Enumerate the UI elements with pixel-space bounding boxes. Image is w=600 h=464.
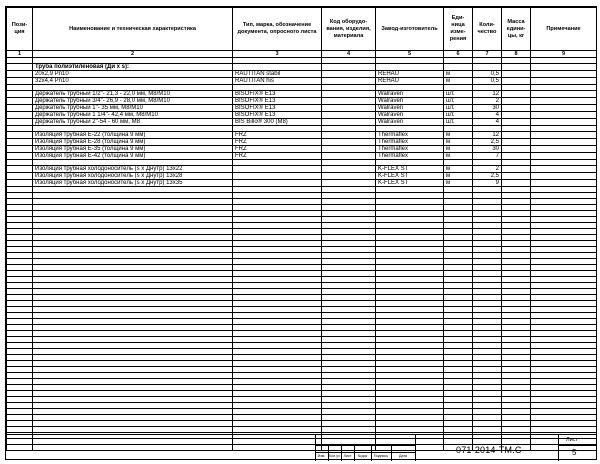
table-cell: Держатель трубный 1/2"- 21,3 - 22,0 мм, М8/М10 [33, 91, 233, 98]
table-cell [7, 112, 33, 119]
table-row [7, 105, 597, 112]
table-cell: 2 [473, 98, 502, 105]
table-cell [322, 78, 376, 85]
document-code: 071-2014-ТМ.С [456, 445, 522, 455]
table-cell [7, 119, 33, 126]
table-cell: м [444, 153, 473, 160]
table-cell [502, 71, 531, 78]
table-cell: BISOFIX® E13 [233, 105, 322, 112]
table-row [7, 78, 597, 85]
table-cell: м [444, 146, 473, 153]
table-cell: 0,5 [473, 71, 502, 78]
table-cell [502, 105, 531, 112]
header-cell: Коли-чество [473, 8, 502, 51]
header-cell: Тип, марка, обозначение документа, опросного листа [233, 8, 322, 51]
table-cell: м [444, 166, 473, 173]
sheet-number: 5 [572, 448, 577, 457]
table-row [7, 71, 597, 78]
table-cell [322, 71, 376, 78]
table-cell: 20x2,9 Pn10 [33, 71, 233, 78]
table-cell [531, 166, 597, 173]
table-cell: 2,5 [473, 139, 502, 146]
column-number: 1 [7, 51, 33, 58]
header-cell: Еди-ница изме-рения [444, 8, 473, 51]
table-cell [322, 105, 376, 112]
table-cell: 30 [473, 146, 502, 153]
table-cell: 9 [473, 180, 502, 187]
table-cell [7, 146, 33, 153]
table-cell: 4 [473, 119, 502, 126]
header-cell: Наименование и техническая характеристика [33, 8, 233, 51]
table-cell [502, 98, 531, 105]
table-cell: K-FLEX ST [376, 173, 444, 180]
table-cell [7, 180, 33, 187]
table-cell [7, 105, 33, 112]
table-cell [322, 98, 376, 105]
table-row [7, 166, 597, 173]
table-cell [444, 64, 473, 71]
table-cell: 32x4,4 Pn10 [33, 78, 233, 85]
table-cell: REHAU [376, 71, 444, 78]
column-number: 2 [33, 51, 233, 58]
table-cell: шт. [444, 91, 473, 98]
table-cell [322, 112, 376, 119]
table-cell [502, 180, 531, 187]
column-number: 3 [233, 51, 322, 58]
table-cell [502, 112, 531, 119]
table-cell: K-FLEX ST [376, 180, 444, 187]
table-cell [502, 166, 531, 173]
table-cell [7, 139, 33, 146]
table-cell [322, 166, 376, 173]
table-cell: BISOFIX® E13 [233, 112, 322, 119]
table-cell [322, 139, 376, 146]
table-row [7, 173, 597, 180]
table-cell [531, 71, 597, 78]
table-cell [531, 173, 597, 180]
table-cell: BISOFIX® E13 [233, 91, 322, 98]
table-cell: м [444, 78, 473, 85]
table-cell: шт. [444, 98, 473, 105]
table-cell [233, 166, 322, 173]
table-cell: RAUTITAN his [233, 78, 322, 85]
table-cell: FRZ [233, 139, 322, 146]
spec-table [6, 7, 597, 451]
table-cell: K-FLEX ST [376, 166, 444, 173]
table-cell [531, 119, 597, 126]
table-cell [7, 98, 33, 105]
table-cell: RAUTITAN stabil [233, 71, 322, 78]
table-row [7, 112, 597, 119]
stamp-label: Кол.уч [329, 454, 340, 458]
stamp-label: №док [357, 454, 368, 458]
table-cell [233, 180, 322, 187]
table-cell [531, 98, 597, 105]
header-cell: Код оборудо-вания, изделия, материала [322, 8, 376, 51]
table-cell: Thermaflex [376, 153, 444, 160]
table-cell [531, 91, 597, 98]
table-cell [531, 112, 597, 119]
table-cell: Thermaflex [376, 139, 444, 146]
table-cell [531, 180, 597, 187]
table-cell [376, 64, 444, 71]
table-cell [502, 153, 531, 160]
table-cell: FRZ [233, 153, 322, 160]
table-cell: Walraven [376, 112, 444, 119]
sheet-label: Лист [566, 437, 578, 443]
column-number-row [7, 51, 597, 58]
table-cell: Walraven [376, 91, 444, 98]
stamp-label: Изм. [317, 454, 326, 458]
table-cell: м [444, 173, 473, 180]
table-cell [322, 153, 376, 160]
table-cell [502, 78, 531, 85]
table-row [7, 119, 597, 126]
table-cell: Изоляция трубная E-35 (толщина 9 мм) [33, 146, 233, 153]
table-cell: REHAU [376, 78, 444, 85]
table-cell [531, 64, 597, 71]
table-cell [502, 119, 531, 126]
column-number: 8 [502, 51, 531, 58]
header-cell: Примечание [531, 8, 597, 51]
table-cell [322, 132, 376, 139]
table-cell [7, 71, 33, 78]
table-row [7, 146, 597, 153]
table-cell: 2,5 [473, 173, 502, 180]
table-cell: Труба полиэтиленовая (Ди x s): [33, 64, 233, 71]
table-cell: Thermaflex [376, 132, 444, 139]
column-number: 6 [444, 51, 473, 58]
table-cell [531, 139, 597, 146]
table-cell: шт. [444, 105, 473, 112]
stamp-label: Дата [399, 454, 407, 458]
table-cell [322, 180, 376, 187]
table-cell [502, 64, 531, 71]
table-cell [7, 64, 33, 71]
table-cell [531, 105, 597, 112]
header-cell: Завод-изготовитель [376, 8, 444, 51]
column-number: 4 [322, 51, 376, 58]
table-cell: BIS Billo® 300 (М8) [233, 119, 322, 126]
table-cell [531, 132, 597, 139]
table-cell [7, 166, 33, 173]
table-cell: Держатель трубный 1 1/4"- 42,4 мм, М8/М10 [33, 112, 233, 119]
table-cell: 12 [473, 91, 502, 98]
table-cell: 0,5 [473, 78, 502, 85]
table-cell: Изоляция трубная E-42 (толщина 9 мм) [33, 153, 233, 160]
table-cell [531, 153, 597, 160]
table-row [7, 180, 597, 187]
table-cell [233, 173, 322, 180]
table-cell: BISOFIX® E13 [233, 98, 322, 105]
table-cell [531, 146, 597, 153]
table-cell [7, 153, 33, 160]
table-cell: 12 [473, 132, 502, 139]
table-cell: 4 [473, 112, 502, 119]
table-cell [233, 64, 322, 71]
table-row [7, 64, 597, 71]
header-cell: Пози- ция [7, 8, 33, 51]
table-cell: 30 [473, 105, 502, 112]
table-cell [7, 173, 33, 180]
table-cell: Держатель трубный 2"-54 - 60 мм, М8 [33, 119, 233, 126]
table-row [7, 132, 597, 139]
column-number: 9 [531, 51, 597, 58]
table-cell: Изоляция трубная холодоноситель (s x Днутр) 13x35 [33, 180, 233, 187]
table-cell [502, 91, 531, 98]
table-cell: 2 [473, 166, 502, 173]
table-cell: Walraven [376, 105, 444, 112]
table-cell: FRZ [233, 146, 322, 153]
table-cell: Изоляция трубная холодоноситель (s x Днутр) 13x22 [33, 166, 233, 173]
table-cell: шт. [444, 112, 473, 119]
table-cell [322, 91, 376, 98]
table-cell [7, 78, 33, 85]
table-cell: Walraven [376, 98, 444, 105]
table-cell [502, 173, 531, 180]
table-cell [322, 146, 376, 153]
table-cell [502, 132, 531, 139]
spec-sheet [5, 6, 597, 460]
table-cell [322, 173, 376, 180]
table-cell: Держатель трубный 1"- 35 мм, М8/М10 [33, 105, 233, 112]
stamp-label: Подпись [373, 454, 389, 458]
column-number: 7 [473, 51, 502, 58]
table-cell [502, 139, 531, 146]
table-row [7, 98, 597, 105]
table-cell: Thermaflex [376, 146, 444, 153]
table-row [7, 153, 597, 160]
table-row [7, 139, 597, 146]
table-cell [322, 119, 376, 126]
column-number: 5 [376, 51, 444, 58]
table-cell [7, 91, 33, 98]
table-cell: м [444, 132, 473, 139]
table-row [7, 91, 597, 98]
table-cell [531, 78, 597, 85]
header-cell: Масса едини-цы, кг [502, 8, 531, 51]
table-cell [473, 64, 502, 71]
table-cell: Изоляция трубная E-22 (толщина 9 мм) [33, 132, 233, 139]
table-cell: м [444, 180, 473, 187]
table-cell: FRZ [233, 132, 322, 139]
title-block [6, 434, 596, 461]
table-cell: 7 [473, 153, 502, 160]
table-cell [502, 146, 531, 153]
table-cell: м [444, 71, 473, 78]
table-cell: Изоляция трубная E-28 (толщина 9 мм) [33, 139, 233, 146]
table-cell: Изоляция трубная холодоноситель (s x Днутр) 13x28 [33, 173, 233, 180]
table-cell: шт. [444, 119, 473, 126]
table-cell: м [444, 139, 473, 146]
table-cell [7, 132, 33, 139]
table-cell [322, 64, 376, 71]
header-row [7, 8, 597, 51]
stamp-label: Лист [343, 454, 352, 458]
table-cell: Walraven [376, 119, 444, 126]
table-cell: Держатель трубный 3/4"- 26,9 - 28,0 мм, М8/М10 [33, 98, 233, 105]
